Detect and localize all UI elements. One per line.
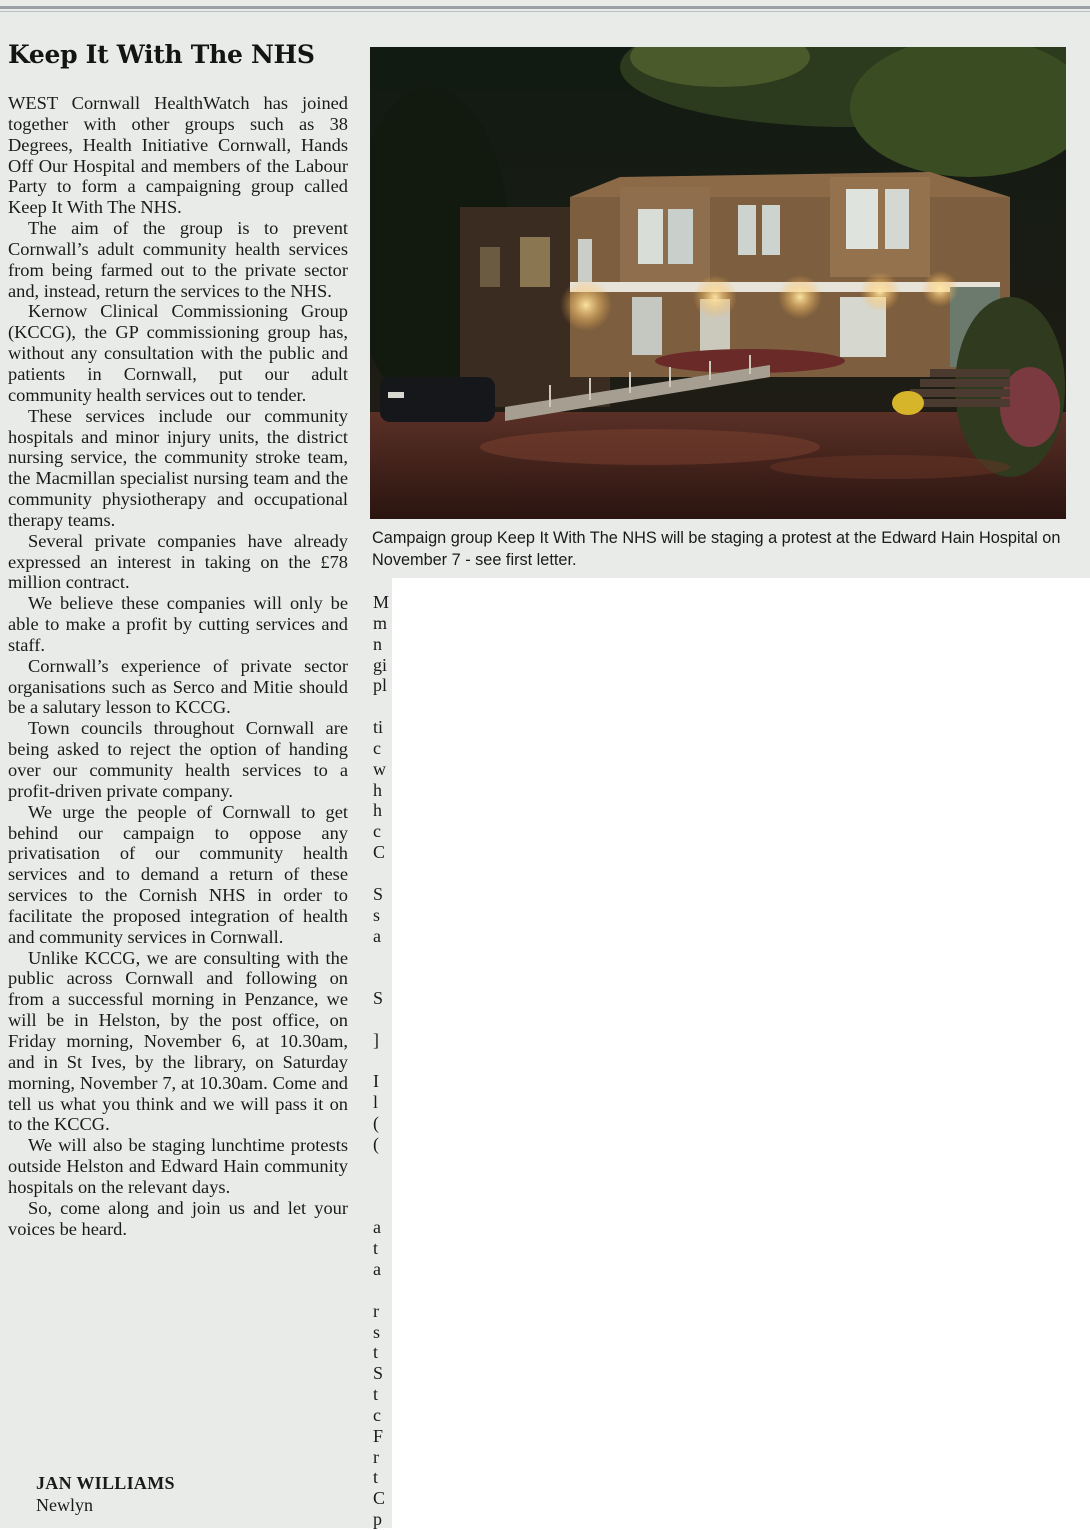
column-fragment: gi [373, 654, 388, 675]
column-fragment: t [373, 1384, 379, 1405]
paragraph: Cornwall’s experience of private sector organisations such as Serco and Mitie should be a salutary lesson to KCCG. [8, 655, 348, 718]
column-fragment [373, 967, 393, 988]
column-fragment: h [373, 800, 382, 821]
signature-name: JAN WILLIAMS [36, 1473, 175, 1493]
paragraph: Town councils throughout Cornwall are being asked to reject the option of handing over our community health services to a profit-driven private company. [8, 718, 348, 801]
column-fragment: m [373, 612, 388, 633]
column-fragment: ti [373, 717, 384, 738]
column-fragment: s [373, 1321, 381, 1342]
column-fragment: C [373, 1488, 386, 1509]
top-rule-thin [0, 11, 1090, 12]
hospital-photo-illustration [370, 47, 1066, 519]
column-fragment: w [373, 758, 386, 779]
column-fragment: a [373, 1217, 381, 1238]
column-fragment: I [373, 1071, 379, 1092]
column-fragment [373, 1155, 393, 1176]
column-fragment: F [373, 1425, 384, 1446]
top-rule [0, 6, 1090, 9]
column-fragment: S [373, 883, 384, 904]
column-fragment: r [373, 1446, 379, 1467]
column-fragment [373, 1280, 393, 1301]
column-fragment: c [373, 821, 381, 842]
paragraph: So, come along and join us and let your voices be heard. [8, 1197, 348, 1239]
column-fragment: h [373, 779, 382, 800]
paragraph: We will also be staging lunchtime protests outside Helston and Edward Hain community hospitals on the relevant days. [8, 1135, 348, 1197]
column-fragment: ( [373, 1133, 379, 1154]
hospital-photo [370, 47, 1066, 519]
column-fragment [373, 696, 393, 717]
paragraph: These services include our community hospitals and minor injury units, the district nursing service, the community stroke team, the Macmillan specialist nursing team and the community physiotherapy and occupational therapy teams. [8, 405, 348, 530]
column-fragment: a [373, 1259, 381, 1279]
column-fragment: a [373, 925, 381, 946]
column-fragment: l [373, 1092, 379, 1113]
paragraph: WEST Cornwall HealthWatch has joined together with other groups such as 38 Degrees, Health Initiative Cornwall, Hands Off Our Hospital and members of the Labour Party to form a campaigning group called Keep It With The NHS. [8, 93, 348, 218]
column-fragment [373, 1009, 393, 1030]
signature-place: Newlyn [36, 1495, 93, 1515]
paragraph: We believe these companies will only be able to make a profit by cutting services and staff. [8, 593, 348, 655]
column-fragment [373, 1196, 393, 1217]
headline: Keep It With The NHS [8, 40, 315, 69]
paragraph: The aim of the group is to prevent Cornwall’s adult community health services from being farmed out to the private sector and, instead, return the services to the NHS. [8, 218, 348, 301]
column-fragment [373, 1176, 393, 1197]
column-fragment [373, 946, 393, 967]
paragraph: Kernow Clinical Commissioning Group (KCCG), the GP commissioning group has, without any consultation with the public and patients in Cornwall, put our adult community health services out to tender. [8, 301, 348, 405]
column-fragment: ] [373, 1029, 379, 1050]
column-fragment: M [373, 592, 390, 612]
column-fragment: t [373, 1238, 379, 1259]
column-fragment: r [373, 1300, 379, 1321]
column-fragment: t [373, 1467, 379, 1488]
column-fragment: n [373, 633, 382, 654]
column-fragment: t [373, 1342, 379, 1363]
column-fragment: c [373, 1404, 381, 1425]
column-fragment [373, 1051, 393, 1072]
photo-caption: Campaign group Keep It With The NHS will be staging a protest at the Edward Hain Hospital on November 7 - see first letter. [372, 529, 1061, 569]
adjacent-column-fragments [373, 592, 393, 1530]
column-fragment: c [373, 737, 381, 758]
letter-body [8, 93, 348, 1239]
column-fragment: S [373, 1363, 384, 1384]
column-fragment: C [373, 842, 386, 863]
column-fragment: s [373, 904, 381, 925]
blank-region [392, 578, 1090, 1528]
column-fragment [373, 863, 393, 884]
column-fragment: ( [373, 1113, 379, 1134]
column-fragment: p [373, 1509, 382, 1530]
paragraph: We urge the people of Cornwall to get behind our campaign to oppose any privatisation of our community health services and to demand a return of these services to the Cornish NHS in order to facilitate the proposed integration of health and community services in Cornwall. [8, 801, 348, 947]
column-fragment: pl [373, 675, 388, 696]
paragraph: Unlike KCCG, we are consulting with the public across Cornwall and following on from a successful morning in Penzance, we will be in Helston, by the post office, on Friday morning, November 6, at 10.30am, and in St Ives, by the library, on Saturday morning, November 7, at 10.30am. Come and tell us what you think and we will pass it on to the KCCG. [8, 947, 348, 1135]
paragraph: Several private companies have already expressed an interest in taking on the £78 million contract. [8, 530, 348, 593]
column-fragment: S [373, 988, 384, 1009]
